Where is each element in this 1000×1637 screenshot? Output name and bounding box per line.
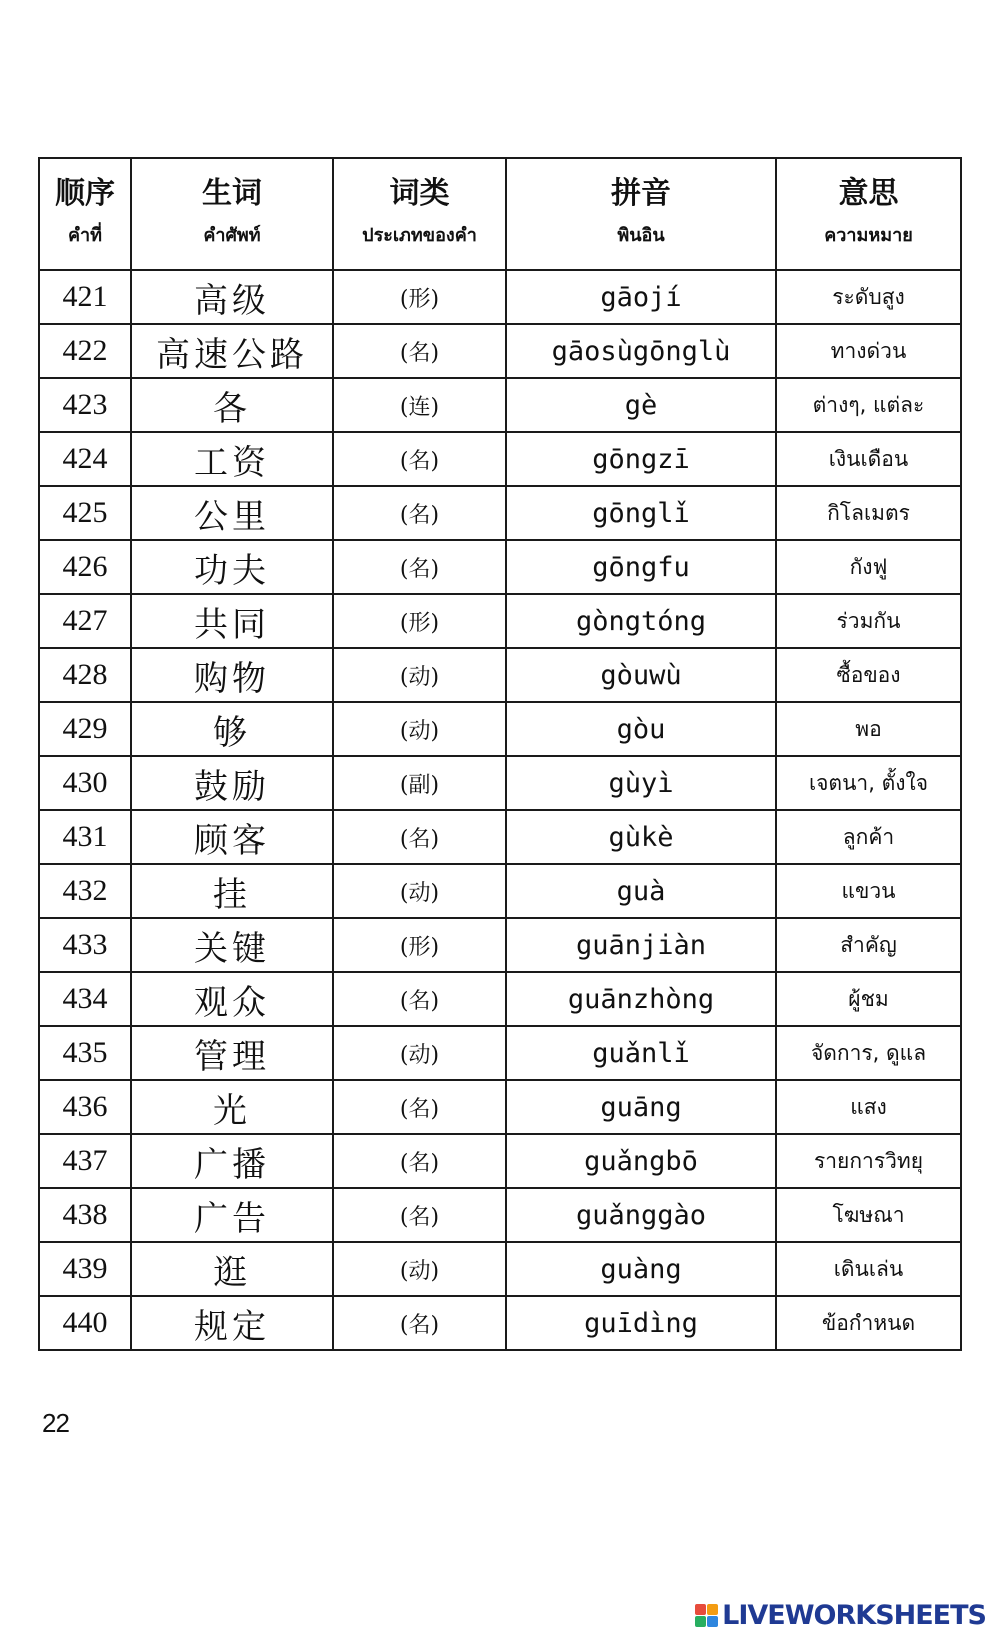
- row-word: 规定: [131, 1296, 333, 1350]
- table-row: [39, 1296, 961, 1350]
- table-row: [39, 1026, 961, 1080]
- row-word: 关键: [131, 918, 333, 972]
- row-pinyin: guǎnggào: [506, 1188, 776, 1242]
- row-part-of-speech: (名): [333, 1188, 506, 1242]
- logo-square: [695, 1616, 706, 1627]
- row-part-of-speech: (动): [333, 1242, 506, 1296]
- row-number: 439: [39, 1242, 131, 1296]
- header-pinyin: [506, 158, 776, 270]
- row-word: 管理: [131, 1026, 333, 1080]
- row-meaning: สำคัญ: [776, 918, 961, 972]
- row-meaning: โฆษณา: [776, 1188, 961, 1242]
- row-number: 437: [39, 1134, 131, 1188]
- row-part-of-speech: (名): [333, 1134, 506, 1188]
- row-part-of-speech: (动): [333, 1026, 506, 1080]
- row-part-of-speech: (形): [333, 270, 506, 324]
- row-word: 鼓励: [131, 756, 333, 810]
- row-pinyin: guà: [506, 864, 776, 918]
- table-row: [39, 1134, 961, 1188]
- header-pos-zh: 词类: [389, 176, 450, 211]
- row-pinyin: gòngtóng: [506, 594, 776, 648]
- row-pinyin: gòu: [506, 702, 776, 756]
- row-number: 440: [39, 1296, 131, 1350]
- row-pinyin: guīdìng: [506, 1296, 776, 1350]
- header-pinyin-th: พินอิน: [617, 225, 665, 246]
- header-word: [131, 158, 333, 270]
- row-number: 421: [39, 270, 131, 324]
- table-row: [39, 540, 961, 594]
- row-pinyin: gōngzī: [506, 432, 776, 486]
- row-part-of-speech: (名): [333, 1296, 506, 1350]
- row-word: 够: [131, 702, 333, 756]
- row-pinyin: gāojí: [506, 270, 776, 324]
- header-order-zh: 顺序: [55, 176, 115, 211]
- row-number: 436: [39, 1080, 131, 1134]
- header-meaning: [776, 158, 961, 270]
- header-part-of-speech: [333, 158, 506, 270]
- row-pinyin: guàng: [506, 1242, 776, 1296]
- row-pinyin: guǎnlǐ: [506, 1026, 776, 1080]
- row-part-of-speech: (名): [333, 540, 506, 594]
- header-order-th: คำที่: [67, 225, 102, 246]
- row-meaning: ร่วมกัน: [776, 594, 961, 648]
- row-pinyin: gè: [506, 378, 776, 432]
- row-part-of-speech: (名): [333, 324, 506, 378]
- table-row: [39, 702, 961, 756]
- row-number: 430: [39, 756, 131, 810]
- row-word: 各: [131, 378, 333, 432]
- row-meaning: ระดับสูง: [776, 270, 961, 324]
- row-word: 公里: [131, 486, 333, 540]
- row-part-of-speech: (形): [333, 918, 506, 972]
- row-part-of-speech: (副): [333, 756, 506, 810]
- row-word: 工资: [131, 432, 333, 486]
- row-pinyin: guǎngbō: [506, 1134, 776, 1188]
- row-word: 广播: [131, 1134, 333, 1188]
- row-pinyin: gùkè: [506, 810, 776, 864]
- row-word: 光: [131, 1080, 333, 1134]
- table-row: [39, 594, 961, 648]
- row-word: 功夫: [131, 540, 333, 594]
- row-pinyin: guāng: [506, 1080, 776, 1134]
- page-number: 22: [42, 1408, 69, 1438]
- table-row: [39, 432, 961, 486]
- row-part-of-speech: (动): [333, 702, 506, 756]
- table-row: [39, 972, 961, 1026]
- vocabulary-table: [38, 157, 962, 1351]
- row-meaning: เดินเล่น: [776, 1242, 961, 1296]
- row-word: 高级: [131, 270, 333, 324]
- table-row: [39, 270, 961, 324]
- row-number: 423: [39, 378, 131, 432]
- table-row: [39, 486, 961, 540]
- row-part-of-speech: (连): [333, 378, 506, 432]
- row-meaning: ผู้ชม: [776, 972, 961, 1026]
- row-pinyin: guānzhòng: [506, 972, 776, 1026]
- header-order: [39, 158, 131, 270]
- logo-square: [707, 1604, 718, 1615]
- row-word: 观众: [131, 972, 333, 1026]
- row-pinyin: guānjiàn: [506, 918, 776, 972]
- table-row: [39, 918, 961, 972]
- row-number: 429: [39, 702, 131, 756]
- header-meaning-zh: 意思: [838, 176, 899, 211]
- row-pinyin: gùyì: [506, 756, 776, 810]
- row-meaning: กังฟู: [776, 540, 961, 594]
- row-number: 435: [39, 1026, 131, 1080]
- row-word: 逛: [131, 1242, 333, 1296]
- row-meaning: แขวน: [776, 864, 961, 918]
- row-meaning: เจตนา, ตั้งใจ: [776, 756, 961, 810]
- row-meaning: ทางด่วน: [776, 324, 961, 378]
- row-word: 共同: [131, 594, 333, 648]
- header-meaning-th: ความหมาย: [824, 225, 913, 246]
- table-row: [39, 324, 961, 378]
- row-word: 购物: [131, 648, 333, 702]
- table-body: [39, 270, 961, 1350]
- row-number: 434: [39, 972, 131, 1026]
- header-pinyin-zh: 拼音: [611, 176, 671, 211]
- row-part-of-speech: (名): [333, 972, 506, 1026]
- row-number: 432: [39, 864, 131, 918]
- row-meaning: จัดการ, ดูแล: [776, 1026, 961, 1080]
- table-row: [39, 756, 961, 810]
- table-row: [39, 378, 961, 432]
- row-meaning: พอ: [776, 702, 961, 756]
- row-pinyin: gōngfu: [506, 540, 776, 594]
- row-pinyin: gòuwù: [506, 648, 776, 702]
- row-pinyin: gōnglǐ: [506, 486, 776, 540]
- row-number: 428: [39, 648, 131, 702]
- liveworksheets-logo-icon: [695, 1604, 718, 1627]
- header-word-th: คำศัพท์: [203, 225, 261, 246]
- row-number: 425: [39, 486, 131, 540]
- row-word: 顾客: [131, 810, 333, 864]
- row-meaning: รายการวิทยุ: [776, 1134, 961, 1188]
- logo-square: [707, 1616, 718, 1627]
- row-number: 433: [39, 918, 131, 972]
- row-meaning: เงินเดือน: [776, 432, 961, 486]
- header-word-zh: 生词: [202, 176, 262, 211]
- liveworksheets-wordmark: LIVEWORKSHEETS: [722, 1600, 986, 1631]
- row-number: 424: [39, 432, 131, 486]
- table-row: [39, 810, 961, 864]
- header-pos-th: ประเภทของคำ: [362, 225, 477, 246]
- row-part-of-speech: (动): [333, 648, 506, 702]
- row-number: 438: [39, 1188, 131, 1242]
- row-meaning: ต่างๆ, แต่ละ: [776, 378, 961, 432]
- liveworksheets-brand[interactable]: [695, 1600, 986, 1631]
- row-part-of-speech: (名): [333, 432, 506, 486]
- row-word: 挂: [131, 864, 333, 918]
- row-number: 426: [39, 540, 131, 594]
- row-meaning: ซื้อของ: [776, 648, 961, 702]
- table-row: [39, 864, 961, 918]
- table-row: [39, 1188, 961, 1242]
- row-part-of-speech: (形): [333, 594, 506, 648]
- table-row: [39, 1080, 961, 1134]
- table-header: [39, 158, 961, 270]
- row-part-of-speech: (名): [333, 1080, 506, 1134]
- row-pinyin: gāosùgōnglù: [506, 324, 776, 378]
- row-word: 高速公路: [131, 324, 333, 378]
- row-number: 431: [39, 810, 131, 864]
- row-word: 广告: [131, 1188, 333, 1242]
- logo-square: [695, 1604, 706, 1615]
- row-number: 422: [39, 324, 131, 378]
- row-meaning: ข้อกำหนด: [776, 1296, 961, 1350]
- row-part-of-speech: (名): [333, 486, 506, 540]
- header-row: [39, 158, 961, 270]
- table-row: [39, 648, 961, 702]
- row-meaning: แสง: [776, 1080, 961, 1134]
- row-part-of-speech: (名): [333, 810, 506, 864]
- row-part-of-speech: (动): [333, 864, 506, 918]
- table-row: [39, 1242, 961, 1296]
- row-number: 427: [39, 594, 131, 648]
- row-meaning: ลูกค้า: [776, 810, 961, 864]
- row-meaning: กิโลเมตร: [776, 486, 961, 540]
